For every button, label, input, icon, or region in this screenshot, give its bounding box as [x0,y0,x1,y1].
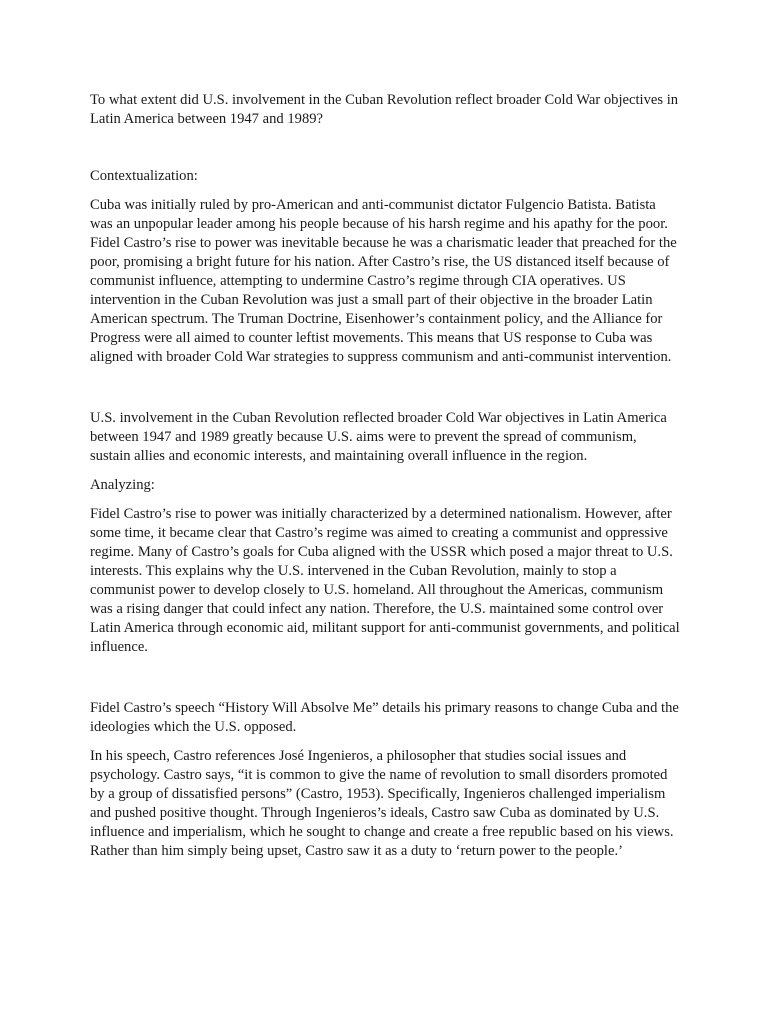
thesis-paragraph: U.S. involvement in the Cuban Revolution reflected broader Cold War objectives in Latin America between 1947 and 1989 greatly because U.S. aims were to prevent the spread of communism, sustain allies and economic interests, and maintaining overall influence in the region. [90,410,667,464]
speech-intro-paragraph: Fidel Castro’s speech “History Will Absolve Me” details his primary reasons to change Cuba and the ideologies which the U.S. opposed. [90,700,679,735]
contextualization-heading: Contextualization: [90,168,198,184]
speech-analysis-paragraph: In his speech, Castro references José Ingenieros, a philosopher that studies social issues and psychology. Castro says, “it is common to give the name of revolution to small disorders promoted by a group of dissatisfied persons” (Castro, 1953). Specifically, Ingenieros challenged imperialism and pushed positive thought. Through Ingenieros’s ideals, Castro saw Cuba as dominated by U.S. influence and imperialism, which he sought to change and create a free republic based on his views. Rather than him simply being upset, Castro saw it as a duty to ‘return power to the people.’ [90,748,674,859]
research-question: To what extent did U.S. involvement in the Cuban Revolution reflect broader Cold War objectives in Latin America between 1947 and 1989? [90,92,679,127]
analyzing-heading: Analyzing: [90,477,155,493]
analyzing-paragraph: Fidel Castro’s rise to power was initially characterized by a determined nationalism. However, after some time, it became clear that Castro’s regime was aimed to creating a communist and oppressive regime. Many of Castro’s goals for Cuba aligned with the USSR which posed a major threat to U.S. interests. This explains why the U.S. intervened in the Cuban Revolution, mainly to stop a communist power to develop closely to U.S. homeland. All throughout the Americas, communism was a rising danger that could infect any nation. Therefore, the U.S. maintained some control over Latin America through economic aid, militant support for anti-communist governments, and political influence. [90,506,680,655]
contextualization-paragraph: Cuba was initially ruled by pro-American and anti-communist dictator Fulgencio Batista. Batista was an unpopular leader among his people because of his harsh regime and his apathy for the poor. Fidel Castro’s rise to power was inevitable because he was a charismatic leader that preached for the poor, promising a bright future for his nation. After Castro’s rise, the US distanced itself because of communist influence, attempting to undermine Castro’s regime through CIA operatives. US intervention in the Cuban Revolution was just a small part of their objective in the broader Latin American spectrum. The Truman Doctrine, Eisenhower’s containment policy, and the Alliance for Progress were all aimed to counter leftist movements. This means that US response to Cuba was aligned with broader Cold War strategies to suppress communism and anti-communist intervention. [90,197,677,365]
document-content [90,91,680,861]
